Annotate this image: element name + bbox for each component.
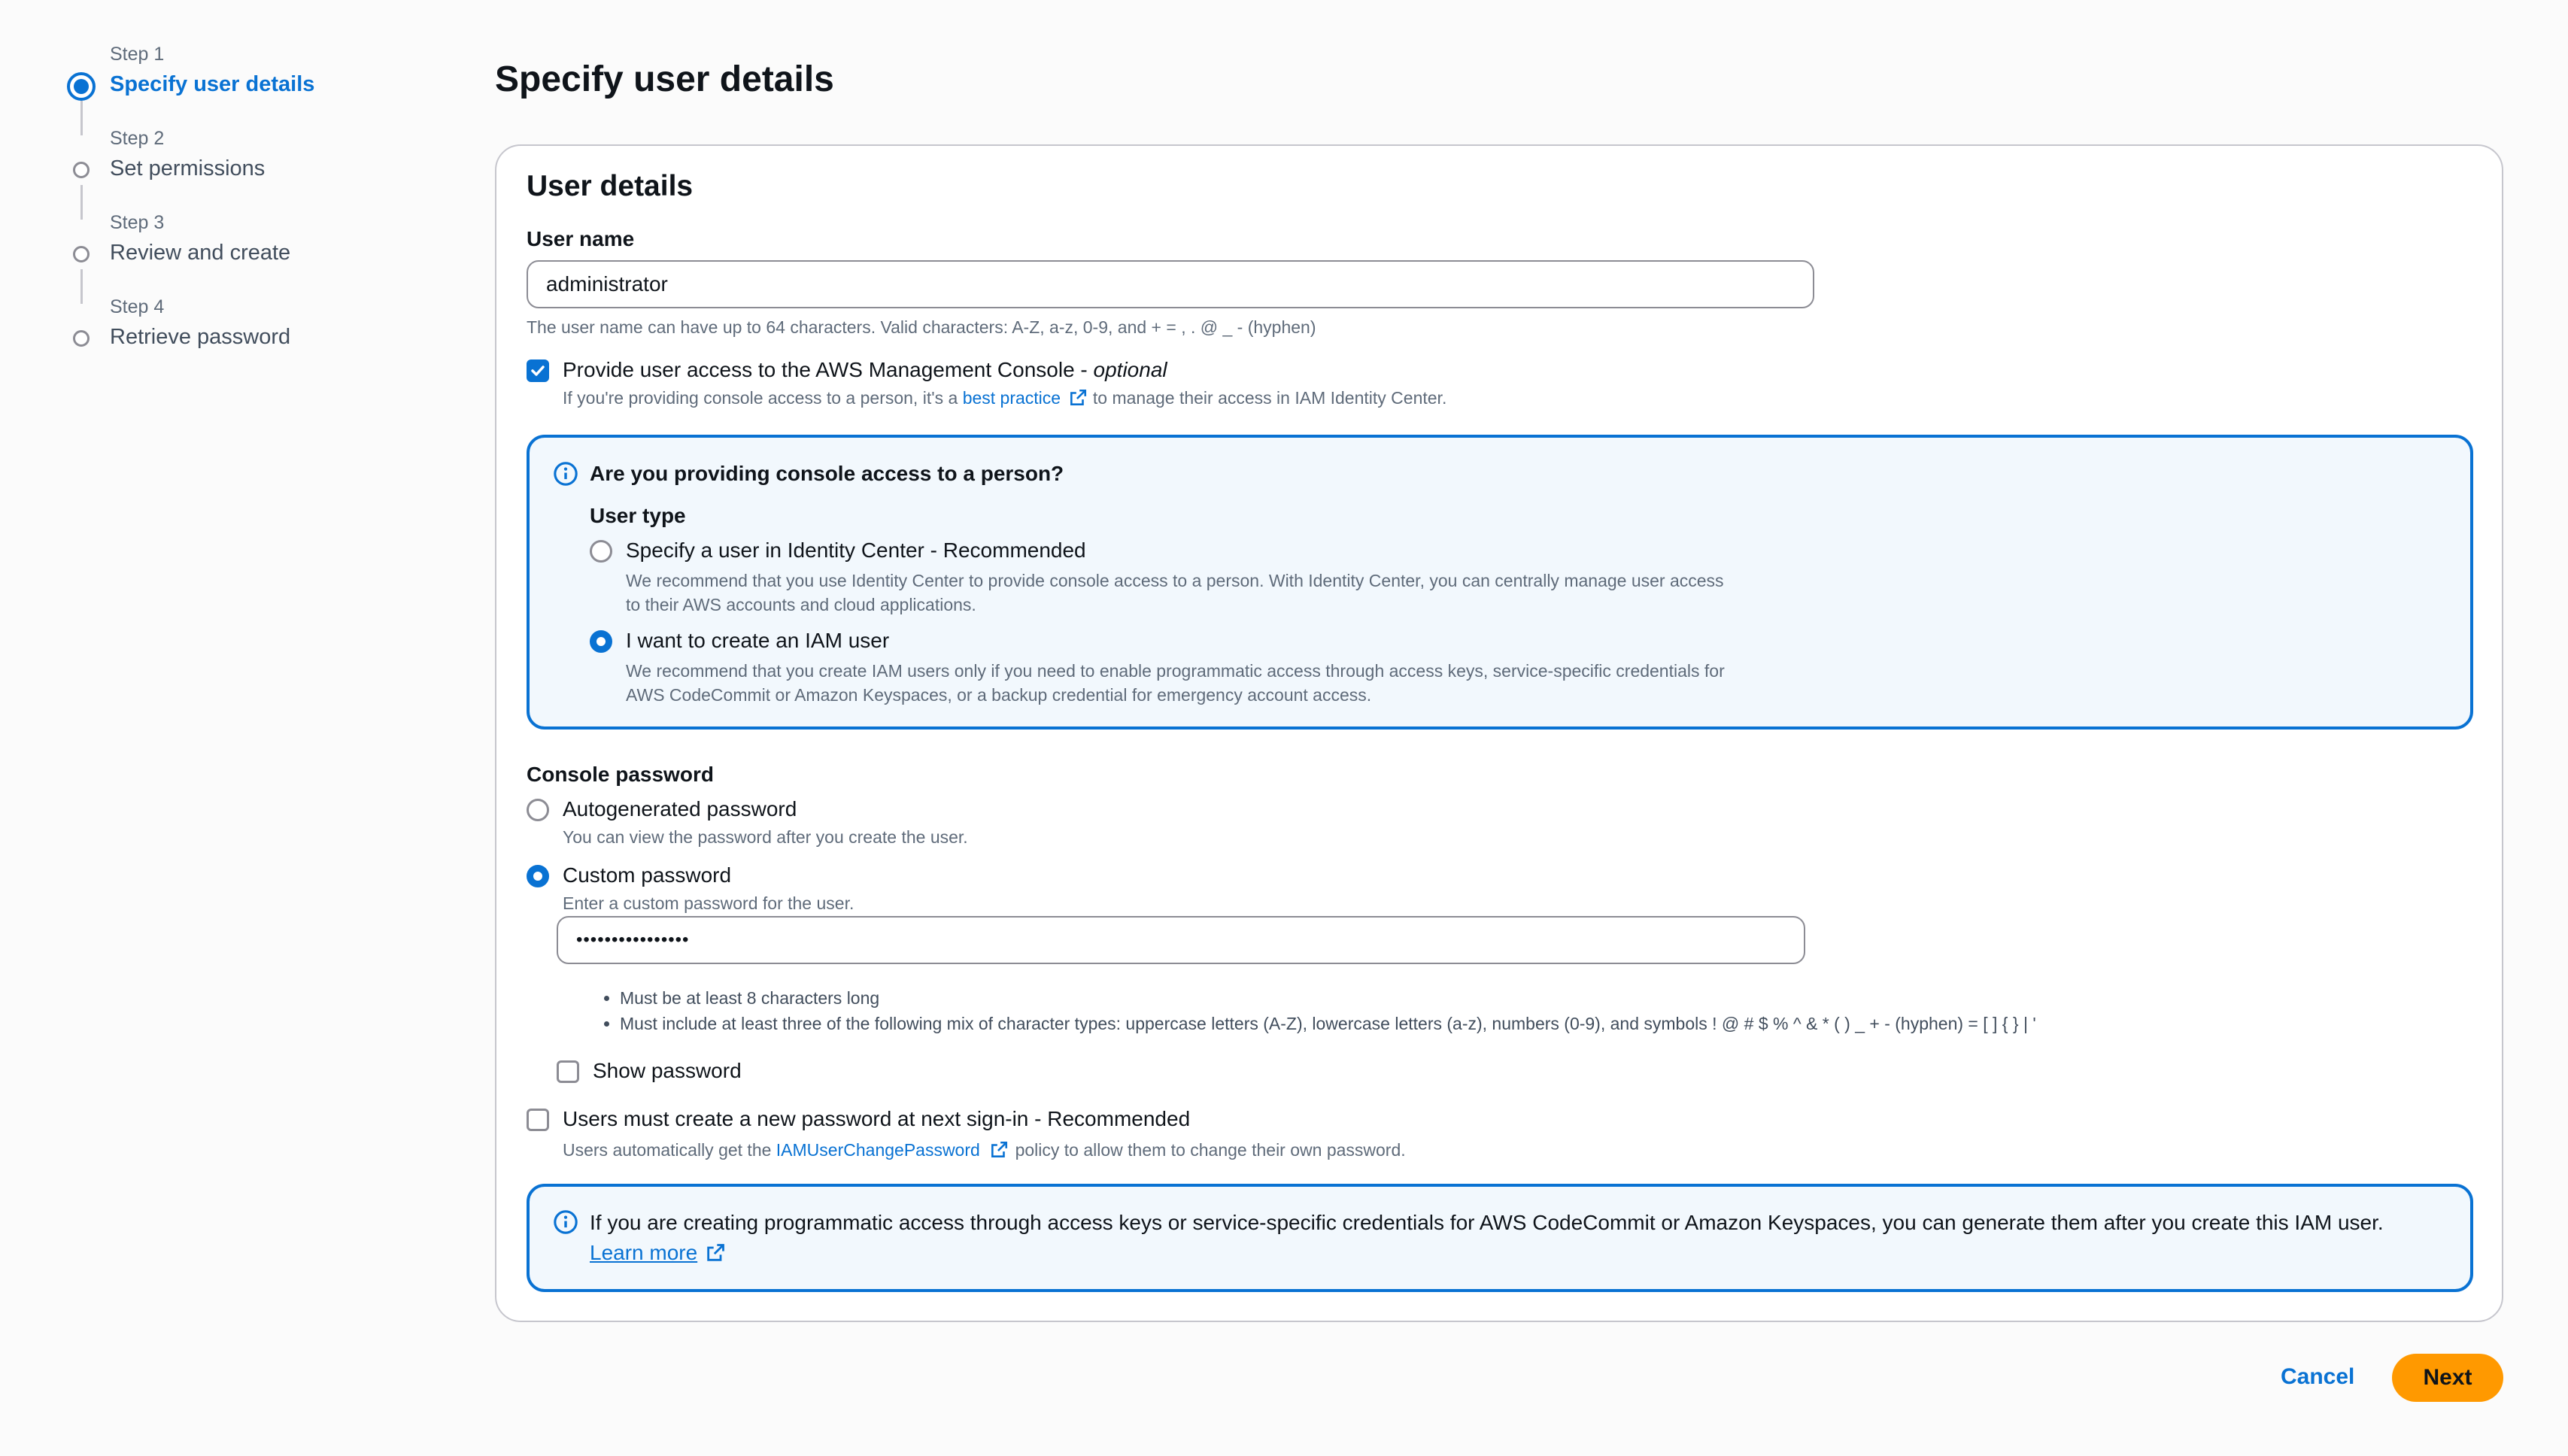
- show-password-label[interactable]: Show password: [593, 1059, 742, 1082]
- identity-center-desc-line1: We recommend that you use Identity Center to provide console access to a person. With Identity Center, you can centrally manage user access: [626, 571, 1724, 590]
- console-access-label-text: Provide user access to the AWS Management Console -: [563, 358, 1094, 381]
- person-alert-title: Are you providing console access to a person?: [590, 462, 1064, 485]
- cancel-button[interactable]: Cancel: [2281, 1364, 2355, 1389]
- external-link-icon[interactable]: [989, 1140, 1009, 1160]
- reset-password-desc: [563, 1140, 1406, 1160]
- reset-password-checkbox[interactable]: [527, 1109, 549, 1131]
- password-requirement: • Must include at least three of the following mix of character types: uppercase letters (A-Z), lowercase letters (a-z), numbers (0-9), and symbols ! @ # $ % ^ & * ( ) _ + - (hyphen) = [ ] { } | ': [620, 1011, 2036, 1036]
- identity-center-radio[interactable]: [590, 540, 612, 563]
- console-access-desc-text-after: to manage their access in IAM Identity Center.: [1088, 388, 1447, 408]
- step-connector: [80, 269, 83, 304]
- username-value: administrator: [546, 272, 668, 296]
- identity-center-label[interactable]: Specify a user in Identity Center - Recommended: [626, 538, 1086, 562]
- step-2-title: Set permissions: [110, 156, 266, 180]
- iam-user-desc-line2: AWS CodeCommit or Amazon Keyspaces, or a backup credential for emergency account access.: [626, 685, 1372, 705]
- console-access-desc: [563, 388, 1446, 408]
- step-2-indicator-icon: [73, 162, 90, 178]
- custom-password-desc: Enter a custom password for the user.: [563, 893, 854, 913]
- best-practice-link[interactable]: best practice: [962, 388, 1061, 408]
- username-input[interactable]: [527, 260, 1814, 308]
- identity-center-desc: [626, 569, 1724, 617]
- external-link-icon[interactable]: [1068, 388, 1088, 408]
- autogenerated-password-radio[interactable]: [527, 799, 549, 821]
- page-title: Specify user details: [495, 59, 834, 99]
- optional-tag: optional: [1093, 358, 1167, 381]
- programmatic-access-text: If you are creating programmatic access through access keys or service-specific credentials for AWS CodeCommit or Amazon Keyspaces, you can generate them after you create this IAM user.: [590, 1211, 2384, 1234]
- iam-user-radio[interactable]: [590, 630, 612, 653]
- iam-user-desc-line1: We recommend that you create IAM users only if you need to enable programmatic access through access keys, service-specific credentials for: [626, 661, 1725, 681]
- step-1-label: Step 1: [110, 44, 165, 65]
- custom-password-radio[interactable]: [527, 865, 549, 887]
- step-3-indicator-icon: [73, 246, 90, 262]
- programmatic-access-alert: [527, 1184, 2473, 1292]
- step-1-title[interactable]: Specify user details: [110, 72, 315, 96]
- iam-user-label[interactable]: I want to create an IAM user: [626, 629, 890, 652]
- custom-password-input[interactable]: [557, 916, 1805, 964]
- info-icon: [553, 1209, 578, 1235]
- checkmark-icon: [529, 362, 547, 380]
- identity-center-desc-line2: to their AWS accounts and cloud applications.: [626, 595, 976, 614]
- user-details-heading: User details: [527, 170, 694, 202]
- password-requirements: [602, 985, 2036, 1036]
- learn-more-link[interactable]: Learn more: [590, 1241, 698, 1264]
- username-label: User name: [527, 227, 635, 250]
- step-4-title: Retrieve password: [110, 325, 291, 349]
- step-1-indicator-icon: [67, 72, 96, 101]
- autogenerated-password-desc: You can view the password after you create the user.: [563, 827, 968, 847]
- show-password-checkbox[interactable]: [557, 1060, 579, 1083]
- password-requirement: • Must be at least 8 characters long: [620, 985, 2036, 1011]
- step-3-label: Step 3: [110, 212, 165, 233]
- user-type-label: User type: [590, 504, 686, 527]
- info-icon: [553, 461, 578, 487]
- step-connector: [80, 101, 83, 135]
- reset-password-desc-text-after: policy to allow them to change their own password.: [1010, 1140, 1406, 1160]
- step-2-label: Step 2: [110, 128, 165, 149]
- learn-more-link-wrapper[interactable]: [590, 1241, 726, 1265]
- console-access-checkbox[interactable]: [527, 359, 549, 382]
- iam-user-desc: [626, 659, 1725, 707]
- console-password-label: Console password: [527, 763, 714, 786]
- autogenerated-password-label[interactable]: Autogenerated password: [563, 797, 797, 821]
- step-3-title: Review and create: [110, 241, 291, 265]
- next-button[interactable]: Next: [2392, 1354, 2503, 1402]
- step-4-label: Step 4: [110, 296, 165, 317]
- iam-user-change-password-link[interactable]: IAMUserChangePassword: [776, 1140, 980, 1160]
- username-hint: The user name can have up to 64 characters. Valid characters: A-Z, a-z, 0-9, and + = , . @ _ - (hyphen): [527, 317, 1316, 337]
- step-4-indicator-icon: [73, 330, 90, 347]
- reset-password-desc-text: Users automatically get the: [563, 1140, 776, 1160]
- console-access-desc-text: If you're providing console access to a person, it's a: [563, 388, 963, 408]
- external-link-icon[interactable]: [705, 1242, 726, 1263]
- custom-password-value: ••••••••••••••••: [576, 930, 690, 950]
- step-connector: [80, 185, 83, 220]
- console-access-label[interactable]: [563, 358, 1167, 382]
- custom-password-label[interactable]: Custom password: [563, 863, 732, 887]
- reset-password-label[interactable]: Users must create a new password at next sign-in - Recommended: [563, 1107, 1191, 1130]
